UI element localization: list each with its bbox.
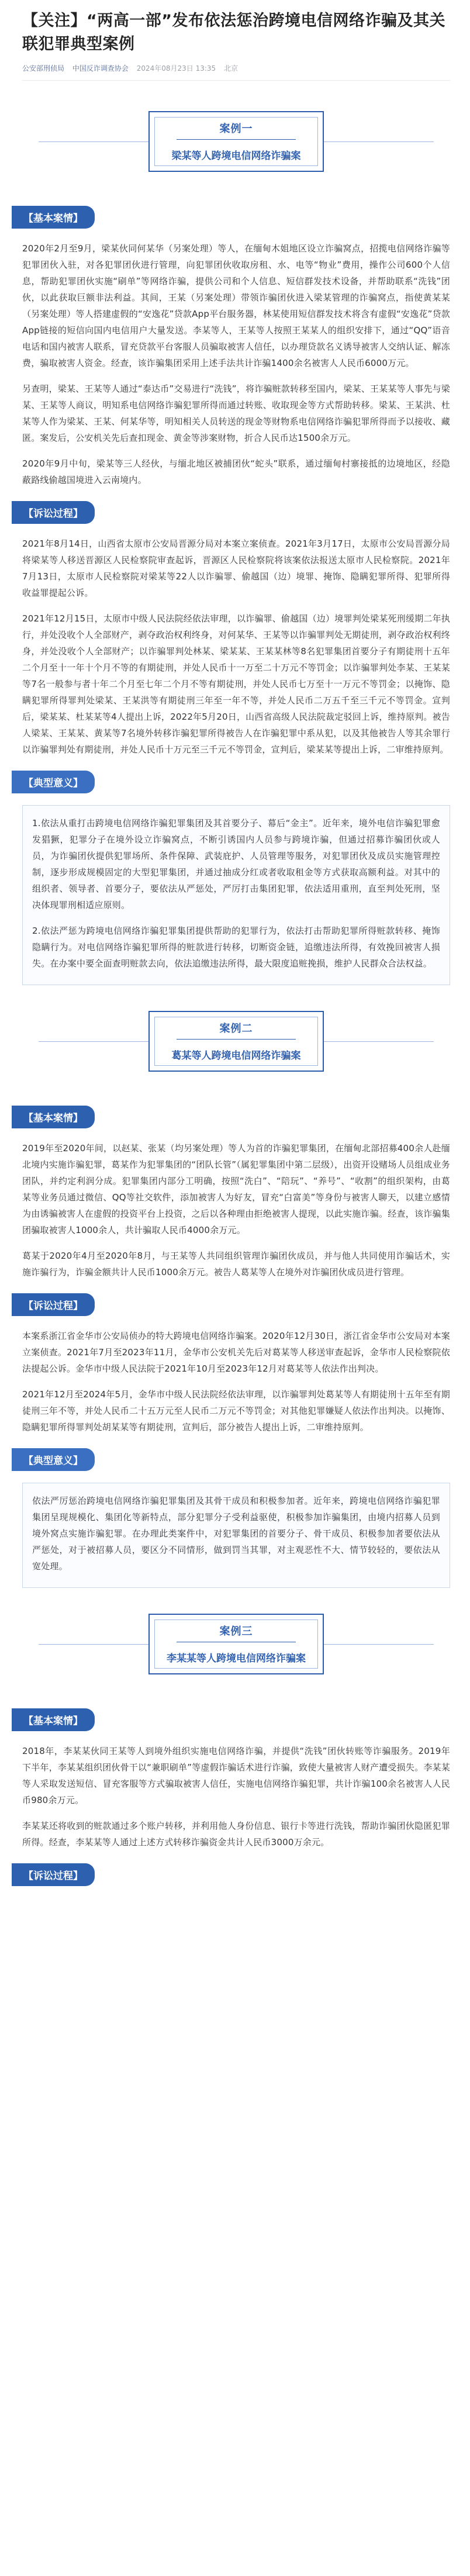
- section-meaning: 【典型意义】: [12, 1448, 95, 1471]
- section-basic: 【基本案情】: [12, 1708, 95, 1731]
- article-title: 【关注】“两高一部”发布依法惩治跨境电信网络诈骗及其关联犯罪典型案例: [22, 12, 445, 53]
- paragraph: 2020年2月至9月，梁某伙同何某华（另案处理）等人，在缅甸木姐地区设立诈骗窝点，招揽电信网络诈骗等犯罪团伙入驻，对各犯罪团伙进行管理，向犯罪团伙收取房租、水、电等“物业”费用，操作公司600个人信息，帮助犯罪团伙实施“刷单”等网络诈骗，提供公司和个人信息、短信群发技术设备，并帮助联系“洗钱”团伙，以此获取巨额非法利益。其间，王某（另案处理）带领诈骗团伙进入梁某管理的诈骗窝点，指使黄某某（另案处理）等人搭建虚假的“安逸花”贷款App平台服务器，林某使用短信群发技术将含有虚假“安逸花”贷款App链接的短信向国内电信用户大量发送。李某等人，王某等人按照王某某人的组织安排下，通过“QQ”语音电话和国内被害人联系，冒充贷款平台客服人员骗取被害人信任，以办理贷款名义诱导被害人交纳认证、解冻费，骗取被害人资金。经查，该诈骗集团采用上述手法共计诈骗1400余名被害人人民币6000万元。: [22, 243, 450, 368]
- case-banner-1: [22, 85, 450, 202]
- paragraph: 另查明，梁某、王某等人通过“泰达币”交易进行“洗钱”，将诈骗赃款转移至国内，梁某、王某某等人事先与梁某、王某等人商议，明知系电信网络诈骗犯罪所得而通过转账、收取现金等方式帮助转移。梁某、王某洪、杜某等人作为梁某、王某、何某华等，明知相关人员转送的现金等财物系电信网络诈骗犯罪所得而予以接收、藏匿。案发后，公安机关先后查扣现金、黄金等涉案财物，折合人民币达1500余万元。: [22, 384, 450, 443]
- case-banner-2: [22, 985, 450, 1102]
- paragraph: 李某某还将收到的赃款通过多个账户转移，并利用他人身份信息、银行卡等进行洗钱，帮助诈骗团伙隐匿犯罪所得。经查，李某某等人通过上述方式转移诈骗资金共计人民币3000万余元。: [22, 1821, 450, 1848]
- section-basic: 【基本案情】: [12, 1106, 95, 1128]
- paragraph: 2021年12月至2024年5月，金华市中级人民法院经依法审理，以诈骗罪判处葛某等人有期徒刑十五年至有期徒刑三年不等，并处人民币二十五万元至人民币二万元不等罚金；对其他犯罪嫌疑人依法作出判决。以掩饰、隐瞒犯罪所得罪判处胡某某等有期徒刑，宣判后，部分被告人提出上诉，二审维持原判。: [22, 1389, 450, 1432]
- case-separator: [177, 139, 296, 140]
- section-basic: 【基本案情】: [12, 206, 95, 229]
- case-banner-3: [22, 1588, 450, 1705]
- case-number: 案例二: [219, 1023, 253, 1035]
- case-name: 李某某等人跨境电信网络诈骗案: [167, 1653, 306, 1665]
- paragraph: 2021年12月15日，太原市中级人民法院经依法审理，以诈骗罪、偷越国（边）境罪判处梁某死刑缓期二年执行，并处没收个人全部财产，剥夺政治权利终身，对何某华、王某等以诈骗罪判处无期徒刑，剥夺政治权利终身，并处没收个人全部财产；以诈骗罪判处林某、梁某某、王某某林等8名犯罪集团首要分子有期徒刑十五年二个月至十一年十个月不等的有期徒刑，并处人民币十一万至二十万元不等罚金；以诈骗罪判处李某、王某某等7名一般参与者十年二个月至七年二个月不等有期徒刑，并处人民币七万至十一万元不等罚金；以掩饰、隐瞒犯罪所得罪判处梁某、王某洪等有期徒刑三年至一年不等，并处人民币二万五千至三千元不等罚金。宣判后，梁某某、杜某某等4人提出上诉，2022年5月20日，山西省高级人民法院裁定驳回上诉，维持原判。被告人梁某、王某某、黄某等7名境外转移诈骗犯罪所得被告人在诈骗犯罪中系从犯，以及其他被告人等其余罪行以诈骗罪判处有期徒刑，并处人民币十万元至三千元不等罚金，宣判后，梁某某等提出上诉，二审维持原判。: [22, 613, 450, 755]
- paragraph: 2.依法严惩为跨境电信网络诈骗犯罪集团提供帮助的犯罪行为，依法打击帮助犯罪所得赃款转移、掩饰隐瞒行为。对电信网络诈骗犯罪所得的赃款进行转移，切断资金链，追缴违法所得，有效挽回被害人损失。在办案中要全面查明赃款去向，依法追缴违法所得，最大限度追赃挽损，维护人民群众合法权益。: [32, 926, 440, 969]
- paragraph: 依法严厉惩治跨境电信网络诈骗犯罪集团及其骨干成员和积极参加者。近年来，跨境电信网络诈骗犯罪集团呈现规模化、集团化等新特点，部分犯罪分子受利益驱使，积极参加诈骗集团，由境内招募人员到境外窝点实施诈骗犯罪。在办理此类案件中，对犯罪集团的首要分子、骨干成员、积极参加者要依法从严惩处，对于被招募人员，要区分不同情形，做到罚当其罪，对主观恶性不大、情节较轻的，要依法从宽处理。: [32, 1496, 440, 1572]
- meaning-box: [22, 805, 450, 985]
- case-box: [148, 1614, 324, 1674]
- paragraph: 2021年8月14日，山西省太原市公安局晋源分局对本案立案侦查。2021年3月17日，太原市公安局晋源分局将梁某等人移送晋源区人民检察院审查起诉，晋源区人民检察院将该案依法报送太原市人民检察院。2021年7月13日，太原市人民检察院对梁某等22人以诈骗罪、偷越国（边）境罪、掩饰、隐瞒犯罪所得、犯罪所得收益罪提起公诉。: [22, 538, 450, 598]
- paragraph: 本案系浙江省金华市公安局侦办的特大跨境电信网络诈骗案。2020年12月30日，浙江省金华市公安局对本案立案侦查。2021年7月至2023年11月，金华市公安机关先后对葛某等人移送审查起诉，金华市人民检察院依法提起公诉。金华市中级人民法院于2021年10月至2023年12月对葛某等人依法作出判决。: [22, 1331, 450, 1374]
- section-litigation: 【诉讼过程】: [12, 501, 95, 524]
- case-number: 案例三: [219, 1625, 253, 1638]
- case-number: 案例一: [219, 123, 253, 135]
- paragraph: 葛某于2020年4月至2020年8月，与王某等人共同组织管理诈骗团伙成员，并与他人共同使用诈骗话术，实施诈骗行为，诈骗金额共计人民币1000余万元。被告人葛某等人在境外对诈骗团伙成员进行管理。: [22, 1251, 450, 1277]
- article-meta: [22, 63, 450, 73]
- case-box: [148, 1011, 324, 1072]
- source-tag[interactable]: 中国反诈调查协会: [72, 64, 129, 72]
- case-name: 梁某等人跨境电信网络诈骗案: [171, 150, 301, 162]
- paragraph: 2020年9月中旬，梁某等三人经伙，与缅北地区被捕团伙“蛇头”联系，通过缅甸村寨接抵的边境地区，经隐蔽路线偷越国境进入云南境内。: [22, 458, 450, 485]
- section-meaning: 【典型意义】: [12, 771, 95, 793]
- account-name[interactable]: 公安部刑侦局: [22, 64, 65, 72]
- meaning-box: [22, 1483, 450, 1588]
- paragraph: 2018年，李某某伙同王某等人到境外组织实施电信网络诈骗，并提供“洗钱”团伙转账等诈骗服务。2019年下半年，李某某组织团伙骨干以“兼职刷单”等虚假诈骗话术进行诈骗，致使大量被害人财产遭受损失。李某某等人采取发送短信、冒充客服等方式骗取被害人信任，实施电信网络诈骗犯罪，共计诈骗100余名被害人人民币980余万元。: [22, 1746, 450, 1805]
- paragraph: 1.依法从重打击跨境电信网络诈骗犯罪集团及其首要分子、幕后“金主”。近年来，境外电信诈骗犯罪愈发猖獗，犯罪分子在境外设立诈骗窝点，不断引诱国内人员参与跨境诈骗，但通过招募诈骗团伙或人员，为诈骗团伙提供犯罪场所、条件保障、武装庇护、人员管理等服务，对犯罪团伙及成员实施管理控制，逐步形成规模固定的大型犯罪集团，并通过抽成分红或者收取租金等方式获取高额利益。对其中的组织者、领导者、首要分子，要依法从严惩处，严厉打击集团犯罪，依法适用重刑，直至判处死刑，坚决体现罪刑相适应原则。: [32, 818, 440, 910]
- case-separator: [177, 1039, 296, 1040]
- case-name: 葛某等人跨境电信网络诈骗案: [171, 1050, 301, 1062]
- case-box: [148, 111, 324, 172]
- publish-date: 2024年08月23日 13:35: [136, 64, 216, 72]
- section-litigation: 【诉讼过程】: [12, 1293, 95, 1316]
- paragraph: 2019年至2020年间，以赵某、张某（均另案处理）等人为首的诈骗犯罪集团，在缅甸北部招募400余人赴缅北境内实施诈骗犯罪，葛某作为犯罪集团的“团队长管”（属犯罪集团中第二层级），出资开设赌场人员组成业务团队，并约定利润分成。犯罪集团内部分工明确，按照“洗白”、“陪玩”、“养号”、“收割”的组织架构，由葛某等业务员通过微信、QQ等社交软件，添加被害人为好友，冒充“白富美”等身份与被害人聊天，以建立感情为由诱骗被害人在虚假的投资平台上投资，之后以各种理由拒绝被害人提现，以此实施诈骗。经查，该诈骗集团骗取被害人1000余人，共计骗取人民币4000余万元。: [22, 1143, 450, 1235]
- publish-location: 北京: [224, 64, 239, 72]
- section-litigation: 【诉讼过程】: [12, 1863, 95, 1886]
- divider: [22, 80, 450, 81]
